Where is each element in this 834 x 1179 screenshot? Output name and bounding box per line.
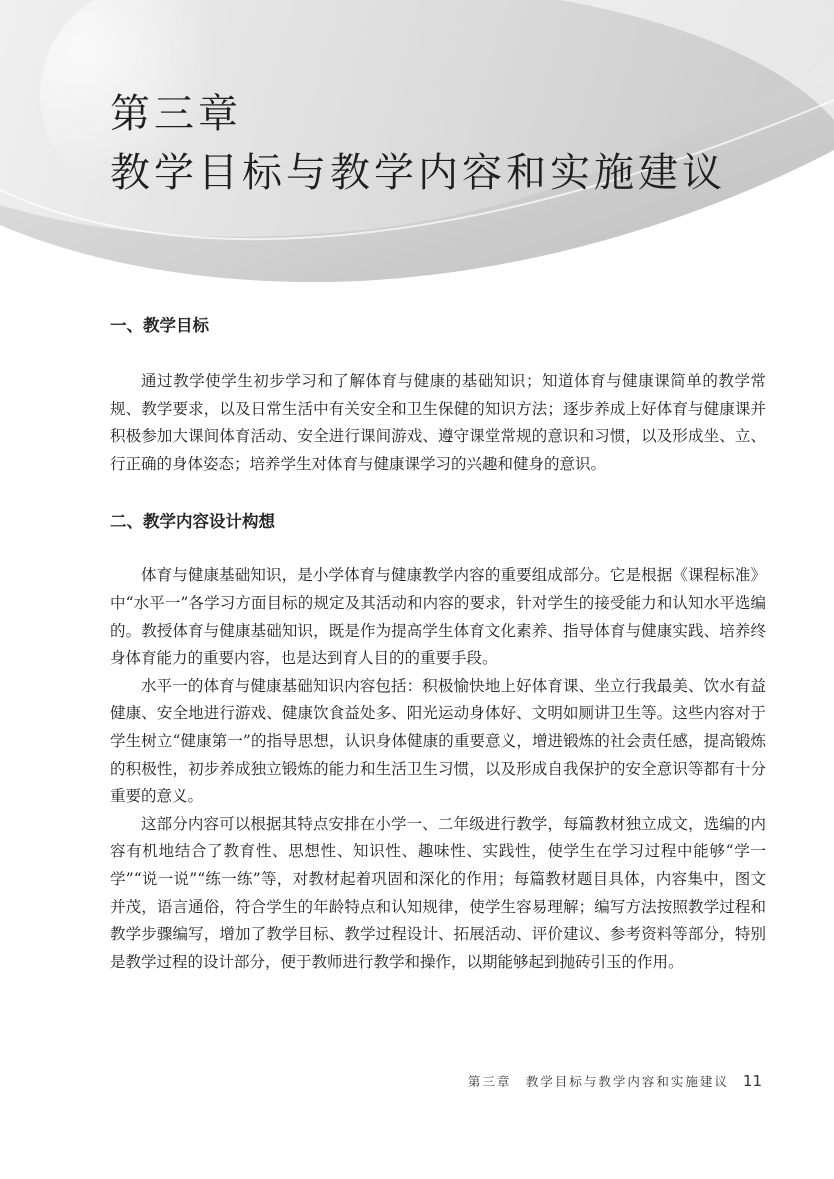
section-body-teaching-goals xyxy=(110,368,766,478)
main-content xyxy=(110,312,766,976)
section-heading-content-design: 二、教学内容设计构想 xyxy=(110,512,275,532)
section-body-content-design xyxy=(110,562,766,976)
chapter-heading: 教学目标与教学内容和实施建议 xyxy=(110,150,726,196)
paragraph: 这部分内容可以根据其特点安排在小学一、二年级进行教学，每篇教材独立成文，选编的内容有机地结合了教育性、思想性、知识性、趣味性、实践性，使学生在学习过程中能够“学一学”“说一说”“练一练”等，对教材起着巩固和深化的作用；每篇教材题目具体，内容集中，图文并茂，语言通俗，符合学生的年龄特点和认知规律，使学生容易理解；编写方法按照教学过程和教学步骤编写，增加了教学目标、教学过程设计、拓展活动、评价建议、参考资料等部分，特别是教学过程的设计部分，便于教师进行教学和操作，以期能够起到抛砖引玉的作用。 xyxy=(110,814,766,971)
paragraph: 通过教学使学生初步学习和了解体育与健康的基础知识；知道体育与健康课简单的教学常规、教学要求，以及日常生活中有关安全和卫生保健的知识方法；逐步养成上好体育与健康课并积极参加大课间体育活动、安全进行课间游戏、遵守课堂常规的意识和习惯，以及形成坐、立、行正确的身体姿态；培养学生对体育与健康课学习的兴趣和健身的意识。 xyxy=(110,372,766,473)
page-footer xyxy=(468,1072,762,1090)
chapter-number: 第三章 xyxy=(110,91,242,137)
paragraph: 体育与健康基础知识，是小学体育与健康教学内容的重要组成部分。它是根据《课程标准》中“水平一”各学习方面目标的规定及其活动和内容的要求，针对学生的接受能力和认知水平选编的。教授体育与健康基础知识，既是作为提高学生体育文化素养、指导体育与健康实践、培养终身体育能力的重要内容，也是达到育人目的的重要手段。 xyxy=(110,566,766,668)
chapter-title xyxy=(110,86,726,204)
page-number: 11 xyxy=(742,1072,762,1090)
running-title: 第三章 教学目标与教学内容和实施建议 xyxy=(467,1074,729,1089)
paragraph: 水平一的体育与健康基础知识内容包括：积极愉快地上好体育课、坐立行我最美、饮水有益健康、安全地进行游戏、健康饮食益处多、阳光运动身体好、文明如厕讲卫生等。这些内容对于学生树立“健康第一”的指导思想，认识身体健康的重要意义，增进锻炼的社会责任感，提高锻炼的积极性，初步养成独立锻炼的能力和生活卫生习惯，以及形成自我保护的安全意识等都有十分重要的意义。 xyxy=(110,676,766,806)
section-heading-teaching-goals: 一、教学目标 xyxy=(110,316,209,335)
